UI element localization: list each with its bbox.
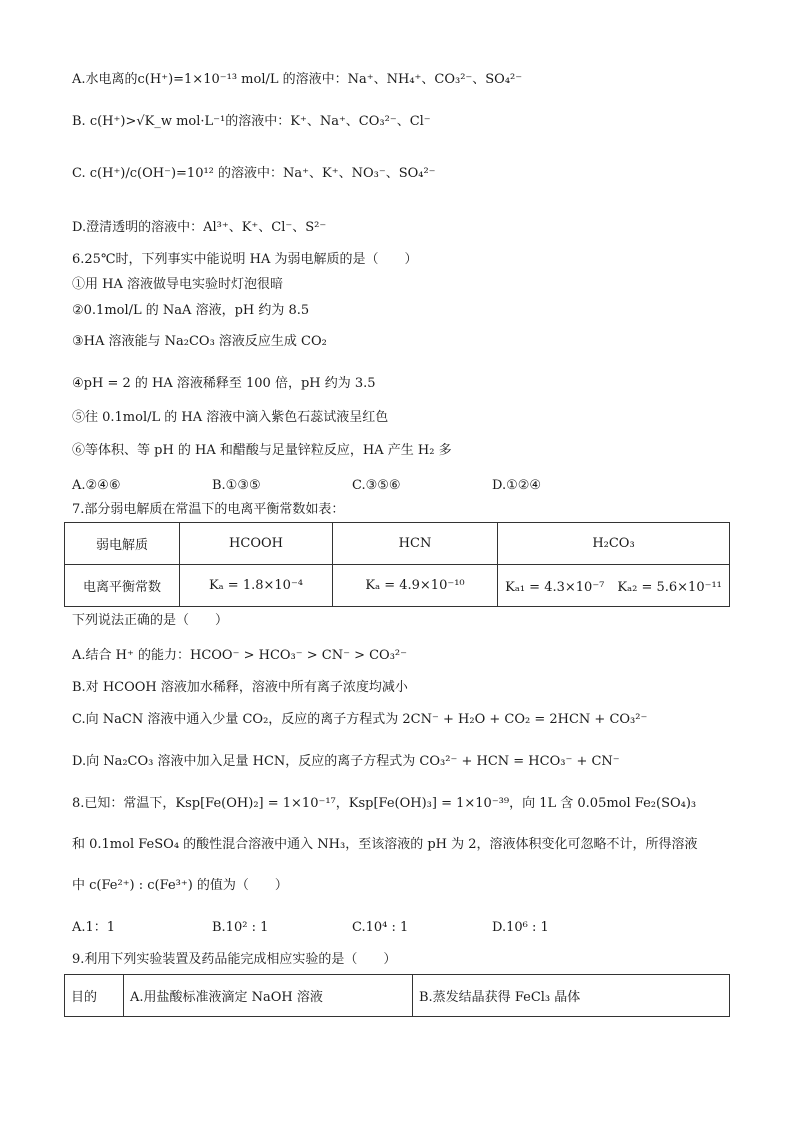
q6-item-4: ④pH = 2 的 HA 溶液稀释至 100 倍，pH 约为 3.5: [72, 376, 376, 391]
table-cell: Kₐ = 4.9×10⁻¹⁰: [333, 565, 498, 607]
table-cell: Kₐ = 1.8×10⁻⁴: [180, 565, 333, 607]
q8-line-2: 和 0.1mol FeSO₄ 的酸性混合溶液中通入 NH₃，至该溶液的 pH 为 2，溶液体积变化可忽略不计，所得溶液: [72, 837, 698, 852]
table-cell: A.用盐酸标准液滴定 NaOH 溶液: [124, 975, 413, 1017]
table-cell: 电离平衡常数: [65, 565, 180, 607]
q6-item-6: ⑥等体积、等 pH 的 HA 和醋酸与足量锌粒反应，HA 产生 H₂ 多: [72, 443, 452, 458]
q5-option-b: B. c(H⁺)>√K_w mol·L⁻¹的溶液中：K⁺、Na⁺、CO₃²⁻、Cl⁻: [72, 114, 431, 129]
q8-option-c: C.10⁴ : 1: [352, 920, 409, 935]
q7-constants-table: [64, 522, 730, 607]
table-cell: B.蒸发结晶获得 FeCl₃ 晶体: [413, 975, 730, 1017]
table-cell: Kₐ₁ = 4.3×10⁻⁷ Kₐ₂ = 5.6×10⁻¹¹: [498, 565, 730, 607]
table-row: [65, 523, 730, 565]
table-cell: HCOOH: [180, 523, 333, 565]
table-cell: 目的: [65, 975, 124, 1017]
q9-stem: 9.利用下列实验装置及药品能完成相应实验的是（ ）: [72, 952, 397, 967]
q5-option-a: A.水电离的c(H⁺)=1×10⁻¹³ mol/L 的溶液中：Na⁺、NH₄⁺、CO₃²⁻、SO₄²⁻: [72, 72, 523, 87]
q8-option-b: B.10² : 1: [212, 920, 269, 935]
q5-option-d: D.澄清透明的溶液中：Al³⁺、K⁺、Cl⁻、S²⁻: [72, 220, 327, 235]
q6-option-d: D.①②④: [492, 478, 542, 493]
table-row: [65, 565, 730, 607]
table-cell: 弱电解质: [65, 523, 180, 565]
q7-question: 下列说法正确的是（ ）: [72, 613, 229, 628]
q6-option-b: B.①③⑤: [212, 478, 261, 493]
q7-option-a: A.结合 H⁺ 的能力：HCOO⁻ > HCO₃⁻ > CN⁻ > CO₃²⁻: [72, 648, 408, 663]
table-row: [65, 975, 730, 1017]
q6-item-5: ⑤往 0.1mol/L 的 HA 溶液中滴入紫色石蕊试液呈红色: [72, 410, 389, 425]
table-cell: H₂CO₃: [498, 523, 730, 565]
q6-item-1: ①用 HA 溶液做导电实验时灯泡很暗: [72, 277, 283, 292]
q7-option-d: D.向 Na₂CO₃ 溶液中加入足量 HCN，反应的离子方程式为 CO₃²⁻ + HCN = HCO₃⁻ + CN⁻: [72, 754, 620, 769]
q7-option-c: C.向 NaCN 溶液中通入少量 CO₂，反应的离子方程式为 2CN⁻ + H₂O + CO₂ = 2HCN + CO₃²⁻: [72, 712, 648, 727]
q6-stem: 6.25℃时，下列事实中能说明 HA 为弱电解质的是（ ）: [72, 252, 418, 267]
q7-stem: 7.部分弱电解质在常温下的电离平衡常数如表：: [72, 502, 345, 517]
q6-item-2: ②0.1mol/L 的 NaA 溶液，pH 约为 8.5: [72, 303, 310, 318]
q8-option-a: A.1：1: [72, 920, 116, 935]
q6-option-c: C.③⑤⑥: [352, 478, 401, 493]
q6-option-a: A.②④⑥: [72, 478, 121, 493]
q8-line-1: 8.已知：常温下，Ksp[Fe(OH)₂] = 1×10⁻¹⁷，Ksp[Fe(OH)₃] = 1×10⁻³⁹，向 1L 含 0.05mol Fe₂(SO₄)₃: [72, 796, 697, 811]
q5-option-c: C. c(H⁺)/c(OH⁻)=10¹² 的溶液中：Na⁺、K⁺、NO₃⁻、SO₄²⁻: [72, 166, 436, 181]
q7-option-b: B.对 HCOOH 溶液加水稀释，溶液中所有离子浓度均减小: [72, 680, 408, 695]
q8-line-3: 中 c(Fe²⁺) : c(Fe³⁺) 的值为（ ）: [72, 878, 288, 893]
q8-option-d: D.10⁶ : 1: [492, 920, 549, 935]
table-cell: HCN: [333, 523, 498, 565]
q6-item-3: ③HA 溶液能与 Na₂CO₃ 溶液反应生成 CO₂: [72, 334, 327, 349]
q9-experiment-table: [64, 974, 730, 1017]
